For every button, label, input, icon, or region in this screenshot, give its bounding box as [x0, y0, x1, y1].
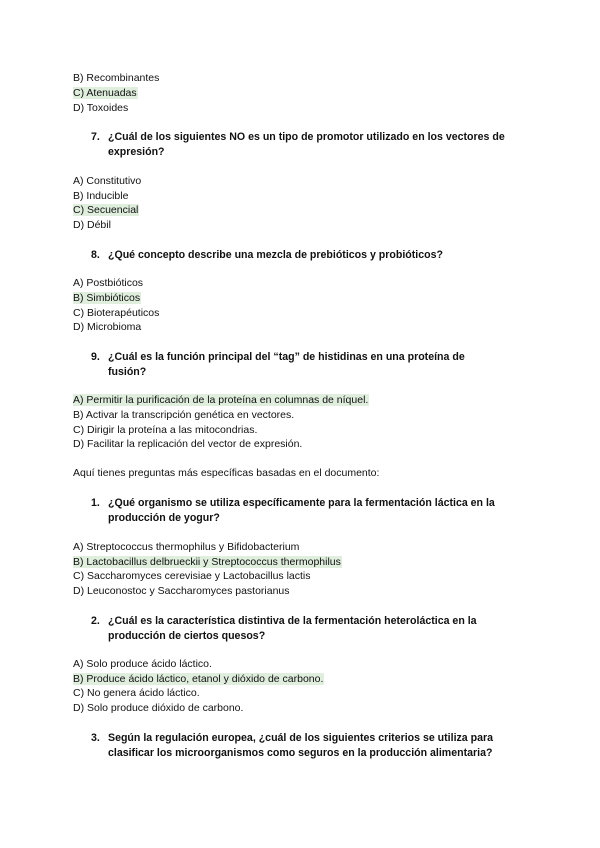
answer-option: D) Toxoides: [73, 102, 129, 114]
specific-question-3: [0, 731, 600, 763]
answer-option: C) Dirigir la proteína a las mitocondrias.: [73, 424, 258, 436]
question-text: ¿Qué organismo se utiliza específicamente para la fermentación láctica en la producción de yogur?: [108, 497, 495, 524]
question-number: 7.: [91, 131, 100, 143]
answer-option: A) Postbióticos: [73, 277, 144, 289]
answer-option: A) Streptococcus thermophilus y Bifidobacterium: [73, 541, 300, 553]
answer-option: D) Microbioma: [73, 321, 142, 333]
answer-option-correct: B) Lactobacillus delbrueckii y Streptococcus thermophilus: [73, 556, 341, 568]
answer-option: C) Bioterapéuticos: [73, 307, 160, 319]
answer-option: D) Solo produce dióxido de carbono.: [73, 702, 244, 714]
answer-option-correct: C) Secuencial: [73, 204, 139, 216]
question-8: [0, 248, 600, 264]
answer-option: A) Constitutivo: [73, 175, 142, 187]
question-text: ¿Qué concepto describe una mezcla de prebióticos y probióticos?: [108, 249, 443, 261]
question-7: [0, 130, 600, 162]
question-number: 1.: [91, 497, 100, 509]
answer-option: B) Activar la transcripción genética en vectores.: [73, 409, 295, 421]
question-number: 8.: [91, 249, 100, 261]
answer-option: D) Facilitar la replicación del vector de expresión.: [73, 438, 303, 450]
answer-option: C) Saccharomyces cerevisiae y Lactobacillus lactis: [73, 570, 311, 582]
specific-question-1: [0, 496, 600, 528]
question-number: 2.: [91, 615, 100, 627]
answer-option-correct: B) Simbióticos: [73, 292, 141, 304]
answer-option-correct: A) Permitir la purificación de la proteína en columnas de níquel.: [73, 394, 369, 406]
answer-option: B) Inducible: [73, 190, 129, 202]
question-text: Según la regulación europea, ¿cuál de los siguientes criterios se utiliza para clasificar los microorganismos como seguros en la producción alimentaria?: [108, 732, 494, 759]
question-number: 9.: [91, 351, 100, 363]
question-text: ¿Cuál es la función principal del “tag” de histidinas en una proteína de fusión?: [108, 351, 465, 378]
specific-question-2: [0, 614, 600, 646]
answer-option: D) Débil: [73, 219, 111, 231]
question-text: ¿Cuál es la característica distintiva de la fermentación heteroláctica en la producción de ciertos quesos?: [108, 615, 477, 642]
question-text: ¿Cuál de los siguientes NO es un tipo de promotor utilizado en los vectores de expresión?: [108, 131, 505, 158]
answer-option: A) Solo produce ácido láctico.: [73, 658, 212, 670]
answer-option: D) Leuconostoc y Saccharomyces pastorianus: [73, 585, 290, 597]
question-number: 3.: [91, 732, 100, 744]
answer-option: C) No genera ácido láctico.: [73, 687, 200, 699]
answer-option-correct: C) Atenuadas: [73, 87, 137, 99]
intro-text: Aquí tienes preguntas más específicas basadas en el documento:: [73, 467, 380, 479]
question-9: [0, 350, 600, 382]
answer-option-correct: B) Produce ácido láctico, etanol y dióxido de carbono.: [73, 673, 324, 685]
answer-option: B) Recombinantes: [73, 72, 160, 84]
